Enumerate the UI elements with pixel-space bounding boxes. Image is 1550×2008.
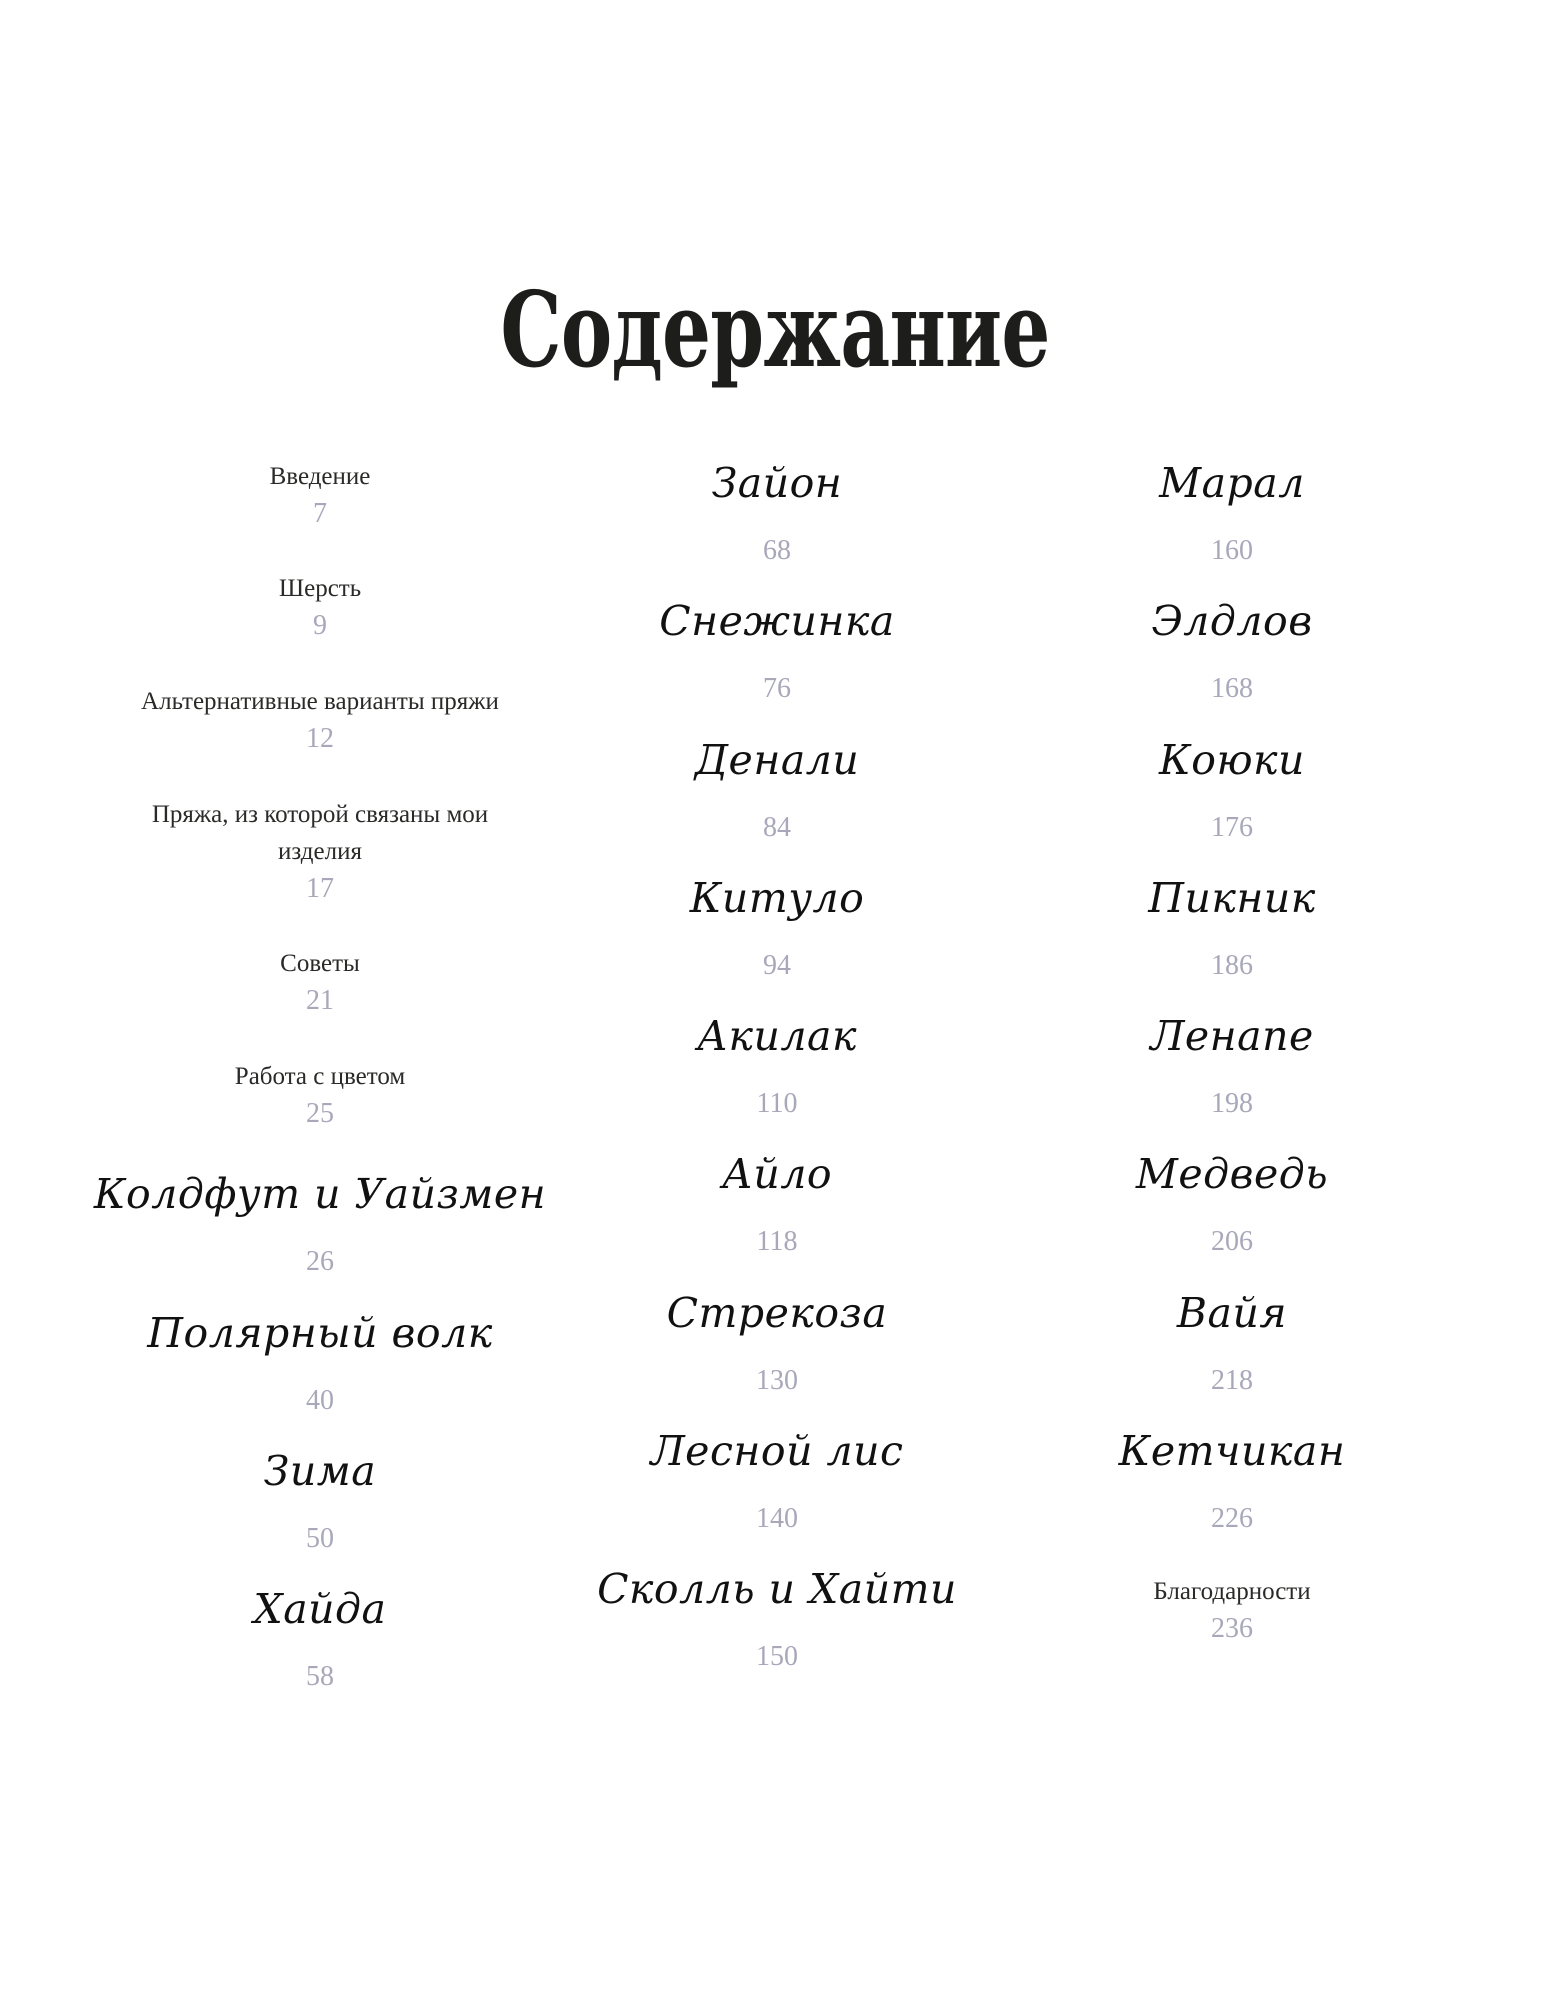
toc-entry-title: Альтернативные варианты пряжи — [141, 688, 499, 715]
toc-entry-page: 118 — [756, 1226, 798, 1257]
toc-entry-page: 50 — [306, 1523, 334, 1554]
toc-entry-page: 58 — [306, 1661, 334, 1692]
toc-entry-page: 68 — [763, 535, 791, 566]
toc-entry[interactable] — [90, 1446, 550, 1558]
toc-entry[interactable] — [1002, 1149, 1462, 1261]
toc-entry[interactable] — [1002, 596, 1462, 708]
toc-entry-title: Кетчикан — [1118, 1427, 1346, 1475]
toc-entry-title: Китуло — [689, 874, 865, 922]
toc-entry-page: 110 — [756, 1088, 798, 1119]
toc-entry-title: Акилак — [697, 1012, 857, 1060]
toc-entry-title: Зайон — [711, 459, 843, 507]
toc-entry-title: Сколль и Хайти — [597, 1565, 957, 1613]
toc-entry-page: 76 — [763, 673, 791, 704]
toc-entry-page: 17 — [306, 873, 334, 904]
toc-entry-title: Зима — [263, 1447, 377, 1495]
toc-entry[interactable] — [547, 596, 1007, 708]
toc-entry-page: 218 — [1211, 1365, 1253, 1396]
toc-entry[interactable] — [547, 1011, 1007, 1123]
toc-entry-title: Полярный волк — [147, 1309, 493, 1357]
toc-entry-page: 94 — [763, 950, 791, 981]
toc-entry-title: Марал — [1159, 459, 1305, 507]
toc-entry-title: Айло — [721, 1150, 833, 1198]
toc-entry-page: 26 — [306, 1246, 334, 1277]
toc-entry-title: Вайя — [1176, 1289, 1288, 1337]
toc-entry[interactable] — [547, 1564, 1007, 1676]
toc-entry[interactable] — [1002, 1011, 1462, 1123]
toc-entry[interactable] — [547, 735, 1007, 847]
toc-entry[interactable] — [547, 1288, 1007, 1400]
toc-entry-title: Шерсть — [278, 575, 362, 602]
toc-entry-page: 186 — [1211, 950, 1253, 981]
toc-entry[interactable] — [1002, 1426, 1462, 1538]
toc-entry[interactable] — [150, 796, 490, 908]
toc-entry[interactable] — [1002, 1573, 1462, 1648]
toc-entry[interactable] — [547, 873, 1007, 985]
toc-entry-page: 226 — [1211, 1503, 1253, 1534]
toc-entry-title: Элдлов — [1151, 597, 1313, 645]
toc-entry-page: 160 — [1211, 535, 1253, 566]
toc-entry-title: Введение — [269, 463, 371, 490]
toc-entry[interactable] — [90, 1058, 550, 1133]
toc-entry[interactable] — [1002, 458, 1462, 570]
toc-entry[interactable] — [1002, 873, 1462, 985]
toc-entry-title: Пикник — [1148, 874, 1316, 922]
toc-entry[interactable] — [1002, 735, 1462, 847]
toc-entry[interactable] — [90, 458, 550, 533]
toc-entry[interactable] — [547, 458, 1007, 570]
toc-entry-page: 84 — [763, 812, 791, 843]
toc-entry-page: 9 — [313, 610, 327, 641]
toc-entry-title: Хайда — [253, 1585, 387, 1633]
toc-entry-title: Коюки — [1159, 736, 1305, 784]
toc-entry-page: 25 — [306, 1098, 334, 1129]
toc-entry-page: 150 — [756, 1641, 798, 1672]
page-title: Содержание — [500, 267, 1050, 391]
toc-entry-title: Лесной лис — [650, 1427, 904, 1475]
toc-entry-page: 168 — [1211, 673, 1253, 704]
toc-entry-page: 198 — [1211, 1088, 1253, 1119]
toc-entry[interactable] — [547, 1149, 1007, 1261]
toc-entry[interactable] — [90, 1584, 550, 1696]
toc-entry[interactable] — [90, 945, 550, 1020]
toc-entry-page: 12 — [306, 723, 334, 754]
toc-entry-title: Советы — [280, 950, 360, 977]
toc-entry-title: Колдфут и Уайзмен — [93, 1170, 547, 1218]
toc-entry-title: Работа с цветом — [234, 1063, 406, 1090]
toc-entry-page: 206 — [1211, 1226, 1253, 1257]
toc-entry-title: Благодарности — [1153, 1578, 1311, 1605]
toc-entry[interactable] — [90, 1169, 550, 1281]
toc-entry-page: 236 — [1211, 1613, 1253, 1644]
toc-entry-title: Снежинка — [659, 597, 895, 645]
toc-entry-page: 130 — [756, 1365, 798, 1396]
toc-entry-page: 40 — [306, 1385, 334, 1416]
toc-entry[interactable] — [1002, 1288, 1462, 1400]
toc-entry-page: 176 — [1211, 812, 1253, 843]
toc-entry[interactable] — [90, 683, 550, 758]
toc-entry-page: 21 — [306, 985, 334, 1016]
toc-entry-page: 7 — [313, 498, 327, 529]
toc-entry-title: Ленапе — [1150, 1012, 1314, 1060]
toc-entry-title: Пряжа, из которой связаны мои изделия — [151, 801, 489, 865]
toc-entry[interactable] — [90, 570, 550, 645]
toc-entry-title: Денали — [694, 736, 860, 784]
toc-entry[interactable] — [90, 1308, 550, 1420]
toc-entry-title: Медведь — [1135, 1150, 1329, 1198]
toc-entry-title: Стрекоза — [666, 1289, 888, 1337]
toc-entry-page: 140 — [756, 1503, 798, 1534]
toc-entry[interactable] — [547, 1426, 1007, 1538]
